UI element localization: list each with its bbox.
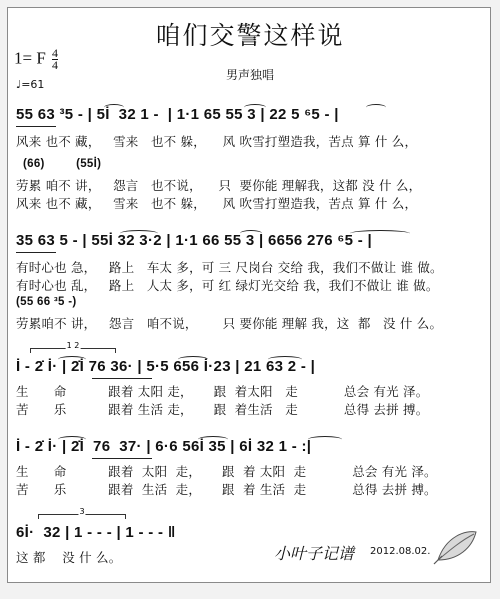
slur [120, 230, 158, 237]
time-signature-top: 4 [52, 46, 59, 60]
transcriber-signature: 小叶子记谱 [274, 544, 355, 563]
slur [308, 436, 342, 443]
notation-variant-1: (66) (55İ) [16, 158, 102, 170]
notation-line-1: 55 63 ³5 - | 5İ 32 1 - | 1·1 65 55 3 | 22 5 ⁶5 - | [16, 106, 339, 123]
triplet-bracket-1: 1 2 [30, 348, 116, 353]
slur [104, 104, 124, 111]
notation-line-3: İ - 2̇ İ· | 2̇İ 76 36· | 5·5 656 İ·23 | 21 63 2 - | [16, 358, 316, 375]
beam-underline [92, 458, 152, 459]
lyric-line-5: 这 都 没 什 么。 [16, 550, 122, 565]
key-label: 1= F [14, 48, 46, 68]
song-subtitle: 男声独唱 [226, 68, 275, 82]
slur [268, 356, 302, 363]
beam-underline [92, 378, 152, 379]
notation-line-2: 35 63 5 - | 55İ 32 3·2 | 1·1 66 55 3 | 6656 276 ⁶5 - | [16, 232, 372, 249]
notation-variant-2: (55 66 ³5 -) [16, 296, 77, 308]
lyric-line-3b: 苦 乐 跟着 生活 走， 跟 着生活 走 总得 去拼 搏。 [16, 402, 429, 417]
lyric-line-4a: 生 命 跟着 太阳 走， 跟 着 太阳 走 总会 有光 泽。 [16, 464, 437, 479]
time-signature [52, 48, 58, 71]
slur [178, 356, 208, 363]
tempo-marking: ♩=61 [16, 78, 45, 91]
lyric-line-2c: 劳累咱不 讲， 怨言 咱不说， 只 要你能 理解 我，这 都 没 什 么。 [16, 316, 443, 331]
lyric-line-2b: 有时心也 乱， 路上 人太 多，可 红 绿灯光交给 我，我们不做让 谁 做。 [16, 278, 439, 293]
slur [198, 436, 228, 443]
time-signature-bottom: 4 [52, 58, 59, 72]
lyric-line-3a: 生 命 跟着 太阳 走， 跟 着太阳 走 总会 有光 泽。 [16, 384, 429, 399]
leaf-icon [432, 526, 480, 566]
lyric-line-1b: 劳累 咱不 讲， 怨言 也不说， 只 要你能 理解我，这都 没 什 么， [16, 178, 422, 193]
slur [244, 104, 266, 111]
transcription-date: 2012.08.02. [370, 546, 431, 557]
lyric-line-2a: 有时心也 急， 路上 车太 多，可 三 尺岗台 交给 我，我们不做让 谁 做。 [16, 260, 443, 275]
notation-line-4: İ - 2̇ İ· | 2̇İ 76 37· | 6·6 56İ 35 | 6İ 32 1 - :| [16, 438, 312, 455]
triplet-bracket-2: 3 [38, 514, 126, 519]
lyric-line-1c: 风来 也不 藏， 雪来 也不 躲， 风 吹雪打塑造我，苦点 算 什 么， [16, 196, 418, 211]
notation-line-5: 6İ· 32 | 1 - - - | 1 - - - ‖ [16, 524, 176, 541]
song-title: 咱们交警这样说 [155, 21, 345, 50]
slur [58, 356, 86, 363]
lyric-line-1a: 风来 也不 藏， 雪来 也不 躲， 风 吹雪打塑造我，苦点 算 什 么， [16, 134, 418, 149]
score-page [7, 7, 491, 583]
slur [58, 436, 86, 443]
key-signature [14, 48, 58, 71]
beam-underline [16, 252, 56, 253]
slur [240, 230, 262, 237]
lyric-line-4b: 苦 乐 跟着 生活 走， 跟 着 生活 走 总得 去拼 搏。 [16, 482, 437, 497]
beam-underline [16, 126, 56, 127]
slur [366, 104, 386, 111]
slur [350, 230, 410, 237]
